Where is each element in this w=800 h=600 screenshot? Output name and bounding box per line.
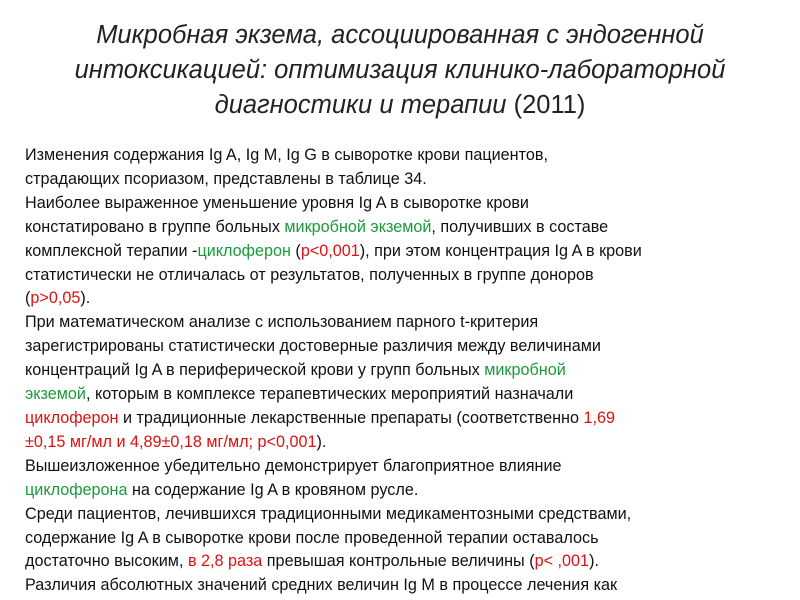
text-segment: комплексной терапии - (25, 241, 198, 260)
text-segment: зарегистрированы статистически достоверные различия между величинами (25, 337, 601, 356)
text-line (25, 574, 787, 598)
text-segment: и традиционные лекарственные препараты (соответственно (118, 408, 584, 427)
text-segment: ). (80, 289, 91, 308)
text-segment: , которым в комплексе терапевтических мероприятий назначали (85, 385, 574, 404)
text-line (25, 192, 787, 216)
text-segment: ( (290, 241, 301, 260)
text-line (25, 383, 787, 407)
highlight-red: ±0,15 мг/мл и 4,89±0,18 мг/мл; p<0,001 (25, 432, 317, 451)
text-segment: ). (589, 552, 599, 571)
highlight-green: микробной (484, 361, 566, 380)
slide-title (20, 18, 780, 123)
highlight-green: экземой (25, 385, 86, 404)
text-segment: концентраций Ig A в периферической крови у групп больных (25, 361, 485, 380)
text-segment: ( (25, 289, 31, 308)
highlight-green: циклоферона (25, 480, 128, 499)
text-segment: При математическом анализе с использованием парного t-критерия (25, 313, 539, 332)
body-text (25, 144, 787, 598)
highlight-red: p>0,05 (30, 289, 81, 308)
text-segment: превышая контрольные величины ( (262, 552, 535, 571)
text-segment: Вышеизложенное убедительно демонстрирует благоприятное влияние (25, 456, 562, 475)
title-text: Микробная экзема, ассоциированная с эндогенной интоксикацией: оптимизация клинико-лабораторной диагностики и терапии (74, 21, 726, 119)
text-segment: констатировано в группе больных (25, 217, 285, 236)
highlight-red: в 2,8 раза (187, 552, 263, 571)
text-line (25, 168, 787, 192)
text-line (25, 527, 787, 551)
text-segment: содержание Ig A в сыворотке крови после проведенной терапии оставалось (25, 528, 599, 547)
highlight-red: 1,69 (583, 408, 615, 427)
text-segment: ), при этом концентрация Ig A в крови (359, 241, 642, 260)
text-line (25, 407, 787, 431)
text-segment: Среди пациентов, лечившихся традиционными медикаментозными средствами, (25, 504, 632, 523)
highlight-red: p< ,001 (534, 552, 590, 571)
text-segment: достаточно высоким, (25, 552, 188, 571)
text-segment: статистически не отличалась от результатов, полученных в группе доноров (25, 265, 594, 284)
text-segment: Изменения содержания Ig A, Ig M, Ig G в сыворотке крови пациентов, (25, 146, 548, 164)
text-line (25, 550, 787, 574)
text-line (25, 216, 787, 240)
text-segment: на содержание Ig A в кровяном русле. (127, 480, 419, 499)
text-line (25, 335, 787, 359)
highlight-red: p<0,001 (300, 241, 360, 260)
text-line (25, 455, 787, 479)
text-line (25, 287, 787, 311)
text-segment: , получивших в составе (431, 217, 609, 236)
text-segment: Наиболее выраженное уменьшение уровня Ig A в сыворотке крови (25, 193, 529, 212)
highlight-red: циклоферон (25, 408, 119, 427)
text-line (25, 264, 787, 288)
text-segment: страдающих псориазом, представлены в таблице 34. (25, 169, 427, 188)
text-line (25, 144, 787, 168)
text-line (25, 240, 787, 264)
text-segment: Различия абсолютных значений средних величин Ig M в процессе лечения как (25, 576, 618, 595)
text-line (25, 503, 787, 527)
text-line (25, 479, 787, 503)
text-line (25, 431, 787, 455)
highlight-green: циклоферон (197, 241, 291, 260)
text-line (25, 359, 787, 383)
title-year: (2011) (506, 91, 586, 119)
text-line (25, 311, 787, 335)
text-segment: ). (316, 432, 327, 451)
highlight-green: микробной экземой (284, 217, 432, 236)
